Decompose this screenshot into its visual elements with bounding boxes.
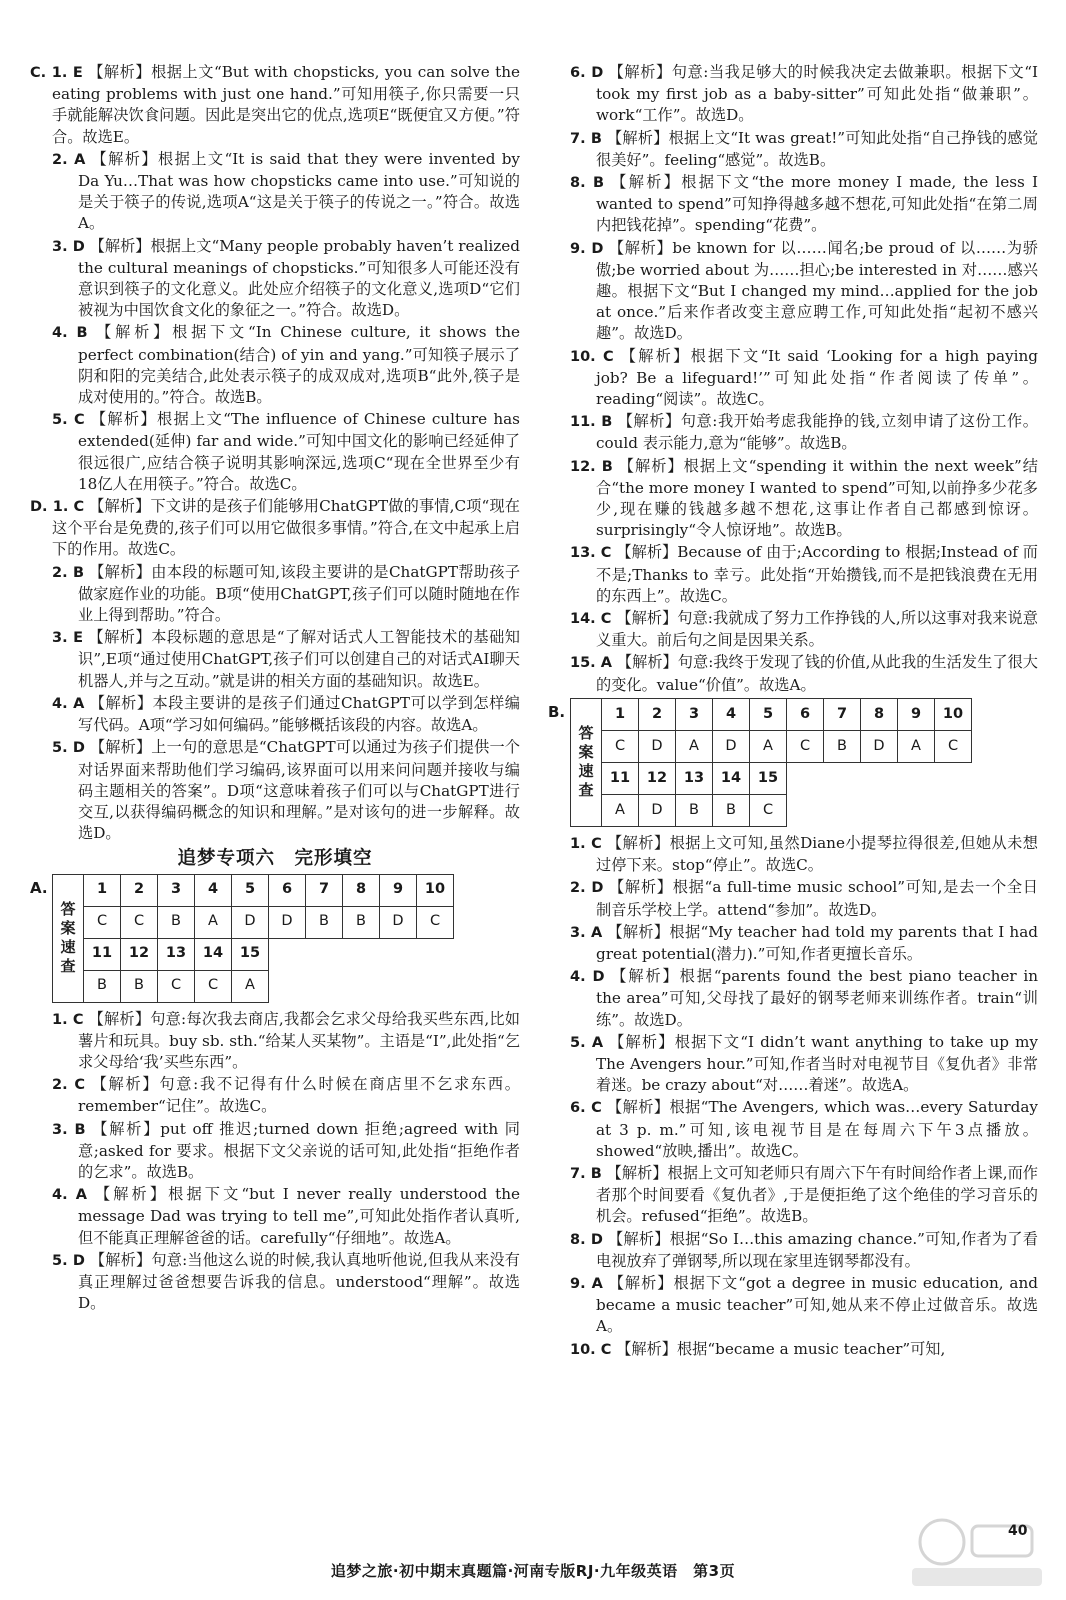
answer-item-explanation: 【解析】be known for 以……闻名;be proud of 以……为骄傲;be worried about 为……担心;be interested in 对……感兴趣。根据下文“But I changed my mind…applied for the job at once.”后来作者改变主意应聘工作,可知此处指“起初不感兴趣”。故选D。 [596, 238, 1038, 343]
empty-cell [898, 794, 935, 826]
answer-item [548, 966, 1038, 1031]
answer-item [548, 456, 1038, 542]
section-d-answers [30, 496, 520, 844]
answer-item [30, 409, 520, 495]
question-number-cell: 15 [232, 938, 269, 970]
answer-item-explanation: 【解析】句意:我开始考虑我能挣的钱,立刻申请了这份工作。could 表示能力,意为“能够”。故选B。 [596, 412, 1038, 453]
empty-cell [898, 762, 935, 794]
answer-item-number: 6. C [570, 1100, 602, 1117]
answer-cell: B [713, 794, 750, 826]
answer-cell: C [417, 906, 454, 938]
answer-item-number: 7. B [570, 130, 602, 147]
answer-cell: C [121, 906, 158, 938]
answer-item-number: 11. B [570, 414, 613, 431]
answer-item [30, 149, 520, 235]
answer-item-explanation: 【解析】句意:我不记得有什么时候在商店里不乞求东西。remember“记住”。故选C。 [78, 1075, 520, 1116]
question-number-cell: 5 [232, 874, 269, 906]
answer-item-explanation: 【解析】句意:每次我去商店,我都会乞求父母给我买些东西,比如薯片和玩具。buy sb. sth.“给某人买某物”。主语是“I”,此处指“乞求父母给‘我’买些东西”。 [78, 1009, 520, 1071]
answer-item [548, 1339, 1038, 1361]
table-b-label: B. [548, 702, 566, 721]
question-number-cell: 9 [380, 874, 417, 906]
answer-item [30, 693, 520, 736]
answer-item [548, 1097, 1038, 1162]
answer-cell: A [602, 794, 639, 826]
answer-cell: A [232, 970, 269, 1002]
answer-item-explanation: 【解析】根据上文“Many people probably haven’t realized the cultural meanings of chopsticks.”可知很多人可能还没有意识到筷子的文化意义。此处应介绍筷子的文化意义,选项D“它们被视为中国饮食文化的象征之一。”符合。故选D。 [78, 236, 520, 320]
answer-item-number: 4. A [52, 1187, 87, 1204]
question-number-cell: 6 [787, 698, 824, 730]
question-number-cell: 1 [84, 874, 121, 906]
answer-item [30, 627, 520, 692]
question-number-cell: 9 [898, 698, 935, 730]
right-column [548, 62, 1038, 1362]
answer-item-explanation: 【解析】根据“My teacher had told my parents that I had great potential(潜力).”可知,作者更擅长音乐。 [596, 922, 1038, 963]
empty-cell [935, 762, 972, 794]
answer-cell: C [195, 970, 232, 1002]
section-a-items-continued [548, 62, 1038, 696]
answer-cell: D [232, 906, 269, 938]
answer-item-explanation: 【解析】句意:当他这么说的时候,我认真地听他说,但我从来没有真正理解过爸爸想要告诉我的信息。understood“理解”。故选D。 [78, 1250, 520, 1313]
empty-cell [417, 938, 454, 970]
answer-cell: C [935, 730, 972, 762]
answer-item-number: 4. B [52, 325, 88, 342]
answer-item [548, 1163, 1038, 1228]
question-number-cell: 5 [750, 698, 787, 730]
answer-item [548, 1229, 1038, 1272]
answer-item [30, 1009, 520, 1074]
question-number-cell: 13 [158, 938, 195, 970]
empty-cell [787, 762, 824, 794]
answer-item-explanation: 【解析】本段标题的意思是“了解对话式人工智能技术的基础知识”,E项“通过使用ChatGPT,孩子们可以创建自己的对话式AI聊天机器人,并与之互动。”就是讲的相关方面的基础知识。故选E。 [78, 628, 520, 690]
answer-cell: A [750, 730, 787, 762]
answer-item [30, 1184, 520, 1249]
answer-item-explanation: 【解析】根据上文“spending it within the next week”结合“the more money I wanted to spend”可知,以前挣多少花多少,现在赚的钱越多越不想花,这事让作者自己都感到惊讶。surprisingly“令人惊讶地”。故选B。 [596, 456, 1038, 540]
page-footer: 追梦之旅·初中期末真题篇·河南专版RJ·九年级英语 第3页 [330, 1562, 736, 1580]
answer-item-number: 3. A [570, 924, 603, 941]
answer-item-number: 12. B [570, 458, 613, 475]
answer-item-number: 10. C [570, 348, 614, 365]
answer-item-number: 7. B [570, 1165, 602, 1182]
answer-item-number: 5. A [570, 1034, 604, 1051]
answer-cell: A [898, 730, 935, 762]
empty-cell [824, 762, 861, 794]
answer-cell: D [713, 730, 750, 762]
left-column [30, 62, 520, 1315]
answer-cell: D [861, 730, 898, 762]
question-number-cell: 2 [121, 874, 158, 906]
question-number-cell: 13 [676, 762, 713, 794]
answer-item-number: 10. C [570, 1341, 612, 1358]
answer-cell: D [380, 906, 417, 938]
answer-item [548, 238, 1038, 345]
answer-item-number: 1. C [52, 1011, 84, 1028]
answer-cell: C [602, 730, 639, 762]
answer-table-a [30, 874, 520, 1003]
answer-cell: B [158, 906, 195, 938]
answer-item-explanation: 【解析】句意:我终于发现了钱的价值,从此我的生活发生了很大的变化。value“价值”。故选A。 [596, 653, 1038, 694]
answer-item-number: 8. B [570, 175, 605, 192]
answer-item-explanation: 【解析】根据上文可知老师只有周六下午有时间给作者上课,而作者那个时间要看《复仇者》,于是便拒绝了这个绝佳的学习音乐的机会。refused“拒绝”。故选B。 [596, 1163, 1038, 1226]
answer-item-number: 2. A [52, 151, 86, 168]
answer-cell: C [787, 730, 824, 762]
answer-item [548, 1032, 1038, 1097]
empty-cell [861, 794, 898, 826]
question-number-cell: 12 [121, 938, 158, 970]
answer-item-number: 3. E [52, 630, 84, 647]
answer-cell: B [676, 794, 713, 826]
answer-item [548, 346, 1038, 411]
answer-item-explanation: 【解析】由本段的标题可知,该段主要讲的是ChatGPT帮助孩子做家庭作业的功能。B项“使用ChatGPT,孩子们可以随时随地在作业上得到帮助。”符合。 [78, 562, 521, 625]
answer-item [548, 833, 1038, 876]
question-number-cell: 8 [343, 874, 380, 906]
answer-cell: C [158, 970, 195, 1002]
answer-item [548, 608, 1038, 651]
answer-cell: B [343, 906, 380, 938]
question-number-cell: 11 [602, 762, 639, 794]
answer-item-explanation: 【解析】根据上文“It was great!”可知此处指“自己挣钱的感觉很美好”。feeling“感觉”。故选B。 [596, 128, 1038, 169]
question-number-cell: 4 [713, 698, 750, 730]
answer-item-explanation: 【解析】Because of 由于;According to 根据;Instead of 而不是;Thanks to 幸亏。此处指“开始攒钱,而不是把钱浪费在无用的东西上”。故选C。 [596, 543, 1038, 605]
answer-item-explanation: 【解析】根据下文“but I never really understood the message Dad was trying to tell me”,可知此处指作者认真听,但不能真正理解爸爸的话。carefully“仔细地”。故选A。 [78, 1185, 521, 1247]
answer-cell: C [84, 906, 121, 938]
answer-cell: B [306, 906, 343, 938]
question-number-cell: 3 [676, 698, 713, 730]
answer-item-number: 4. D [570, 969, 605, 986]
answer-item [548, 128, 1038, 171]
question-number-cell: 8 [861, 698, 898, 730]
answer-item-number: 3. D [52, 238, 85, 255]
answer-item [30, 1250, 520, 1315]
answer-item-explanation: 【解析】句意:当我足够大的时候我决定去做兼职。根据下文“I took my first job as a baby-sitter”可知此处指“做兼职”。work“工作”。故选D。 [596, 63, 1038, 125]
section-a-items [30, 1009, 520, 1315]
answer-item-explanation: 【解析】根据“So I…this amazing chance.”可知,作者为了看电视放弃了弹钢琴,所以现在家里连钢琴都没有。 [596, 1229, 1038, 1270]
answer-item-explanation: 【解析】根据上文“The influence of Chinese culture has extended(延伸) far and wide.”可知中国文化的影响已经延伸了很远很广,应结合筷子说明其影响深远,选项C“现在全世界至少有18亿人在用筷子。”符合。故选C。 [78, 410, 520, 493]
empty-cell [343, 970, 380, 1002]
answer-item-number: D. 1. C [30, 499, 85, 516]
answer-table-side-label: 答 案 速 查 [53, 874, 84, 1002]
answer-item-number: 9. D [570, 240, 604, 257]
empty-cell [935, 794, 972, 826]
answer-item-explanation: 【解析】根据上文可知,虽然Diane小提琴拉得很差,但她从未想过停下来。stop“停止”。故选C。 [596, 833, 1038, 875]
answer-item-explanation: 【解析】根据下文“I didn’t want anything to take up my The Avengers hour.”可知,作者当时对电视节目《复仇者》非常着迷。be crazy about“对……着迷”。故选A。 [596, 1032, 1038, 1095]
answer-cell: D [269, 906, 306, 938]
answer-item-explanation: 【解析】根据上文“It is said that they were invented by Da Yu…That was how chopsticks came into use.”可知说的是关于筷子的传说,选项A“这是关于筷子的传说之一。”符合。故选A。 [78, 149, 520, 233]
answer-item [548, 652, 1038, 695]
answer-item-number: 2. D [570, 880, 604, 897]
question-number-cell: 6 [269, 874, 306, 906]
answer-item-number: 2. C [52, 1077, 86, 1094]
answer-cell: B [121, 970, 158, 1002]
answer-item [30, 1074, 520, 1117]
question-number-cell: 3 [158, 874, 195, 906]
answer-item-number: 14. C [570, 611, 612, 628]
question-number-cell: 1 [602, 698, 639, 730]
answer-item [30, 562, 520, 627]
answer-item-explanation: 【解析】下文讲的是孩子们能够用ChatGPT做的事情,C项“现在这个平台是免费的,孩子们可以用它做很多事情。”符合,在文中起承上启下的作用。故选C。 [52, 497, 520, 559]
question-number-cell: 4 [195, 874, 232, 906]
answer-table-side-label: 答 案 速 查 [571, 698, 602, 826]
question-number-cell: 14 [713, 762, 750, 794]
answer-cell: A [195, 906, 232, 938]
table-a-label: A. [30, 878, 48, 897]
section-c-answers [30, 62, 520, 495]
question-number-cell: 15 [750, 762, 787, 794]
answer-table-b [548, 698, 1038, 827]
answer-item-explanation: 【解析】根据下文“It said ‘Looking for a high paying job? Be a lifeguard!’”可知此处指“作者阅读了传单”。reading“阅读”。故选C。 [596, 346, 1038, 409]
answer-item [30, 737, 520, 844]
answer-item [548, 172, 1038, 237]
empty-cell [269, 938, 306, 970]
empty-cell [380, 970, 417, 1002]
question-number-cell: 7 [824, 698, 861, 730]
answer-item-explanation: 【解析】根据“became a music teacher”可知, [611, 1339, 946, 1358]
answer-item [548, 877, 1038, 920]
answer-item-number: 1. C [570, 835, 602, 852]
answer-item [548, 1273, 1038, 1338]
empty-cell [306, 938, 343, 970]
answer-item-explanation: 【解析】上一句的意思是“ChatGPT可以通过为孩子们提供一个对话界面来帮助他们学习编码,该界面可以用来问问题并接收与编码主题相关的答案”。D项“这意味着孩子们可以与ChatGPT进行交互,以获得编码概念的知识和理解。”是对该句的进一步解释。故选D。 [78, 738, 520, 843]
answer-item-explanation: 【解析】根据上文“But with chopsticks, you can solve the eating problems with just one hand.”可知用筷子,你只需要一只手就能解决饮食问题。因此是突出它的优点,选项E“既便宜又方便。”符合。故选E。 [52, 63, 521, 146]
empty-cell [306, 970, 343, 1002]
answer-item [30, 62, 520, 148]
question-number-cell: 10 [935, 698, 972, 730]
answer-item-number: 2. B [52, 564, 85, 581]
answer-item [548, 542, 1038, 607]
answer-item-number: C. 1. E [30, 65, 83, 81]
answer-item-number: 5. D [52, 1252, 85, 1269]
empty-cell [343, 938, 380, 970]
answer-item-explanation: 【解析】根据“a full-time music school”可知,是去一个全日制音乐学校上学。attend“参加”。故选D。 [596, 878, 1038, 919]
answer-cell: D [639, 794, 676, 826]
answer-item-number: 15. A [570, 655, 612, 672]
answer-cell: B [824, 730, 861, 762]
section-b-items [548, 833, 1038, 1361]
answer-grid-a [52, 874, 454, 1003]
section-title: 追梦专项六 完形填空 [177, 848, 373, 870]
answer-item-explanation: 【解析】句意:我就成了努力工作挣钱的人,所以这事对我来说意义重大。前后句之间是因果关系。 [596, 609, 1038, 650]
answer-cell: D [639, 730, 676, 762]
page-number: 40 [1008, 1523, 1028, 1539]
answer-cell: C [750, 794, 787, 826]
answer-item-number: 5. D [52, 740, 85, 757]
answer-item-explanation: 【解析】根据下文“the more money I made, the less I wanted to spend”可知挣得越多越不想花,可知此处指“在第二周内把钱花掉”。spending“花费”。 [596, 173, 1038, 235]
answer-item [548, 922, 1038, 965]
answer-item-explanation: 【解析】本段主要讲的是孩子们通过ChatGPT可以学到怎样编写代码。A项“学习如何编码。”能够概括该段的内容。故选A。 [78, 693, 520, 735]
empty-cell [269, 970, 306, 1002]
answer-item-explanation: 【解析】根据下文“In Chinese culture, it shows the perfect combination(结合) of yin and yang.”可知筷子展示了阴和阳的完美结合,此处表示筷子的成双成对,选项B“此外,筷子是成对使用的。”符合。故选B。 [78, 323, 520, 407]
empty-cell [824, 794, 861, 826]
answer-item [30, 1119, 520, 1184]
answer-item [30, 236, 520, 322]
empty-cell [417, 970, 454, 1002]
answer-item-number: 9. A [570, 1275, 603, 1292]
answer-item-number: 5. C [52, 412, 85, 429]
answer-item-number: 6. D [570, 65, 604, 81]
question-number-cell: 2 [639, 698, 676, 730]
answer-item-number: 4. A [52, 695, 85, 712]
answer-item-explanation: 【解析】根据“parents found the best piano teacher in the area”可知,父母找了最好的钢琴老师来训练作者。train“训练”。故选D。 [596, 967, 1038, 1029]
question-number-cell: 11 [84, 938, 121, 970]
empty-cell [787, 794, 824, 826]
question-number-cell: 14 [195, 938, 232, 970]
answer-item-explanation: 【解析】根据“The Avengers, which was…every Saturday at 3 p. m.”可知,该电视节目是在每周六下午3点播放。showed“放映,播出”。故选C。 [596, 1098, 1038, 1160]
answer-grid-b [570, 698, 972, 827]
answer-item-number: 13. C [570, 545, 612, 562]
answer-item [30, 322, 520, 408]
empty-cell [380, 938, 417, 970]
question-number-cell: 7 [306, 874, 343, 906]
answer-item [30, 496, 520, 561]
answer-item-number: 8. D [570, 1231, 603, 1248]
question-number-cell: 12 [639, 762, 676, 794]
answer-cell: B [84, 970, 121, 1002]
answer-item [548, 411, 1038, 454]
answer-item-explanation: 【解析】put off 推迟;turned down 拒绝;agreed with 同意;asked for 要求。根据下文父亲说的话可知,此处指“拒绝作者的乞求”。故选B。 [78, 1119, 520, 1181]
answer-item-explanation: 【解析】根据下文“got a degree in music education, and became a music teacher”可知,她从来不停止过做音乐。故选A。 [596, 1273, 1038, 1336]
question-number-cell: 10 [417, 874, 454, 906]
answer-item [548, 62, 1038, 127]
answer-item-number: 3. B [52, 1121, 86, 1138]
answer-cell: A [676, 730, 713, 762]
empty-cell [861, 762, 898, 794]
